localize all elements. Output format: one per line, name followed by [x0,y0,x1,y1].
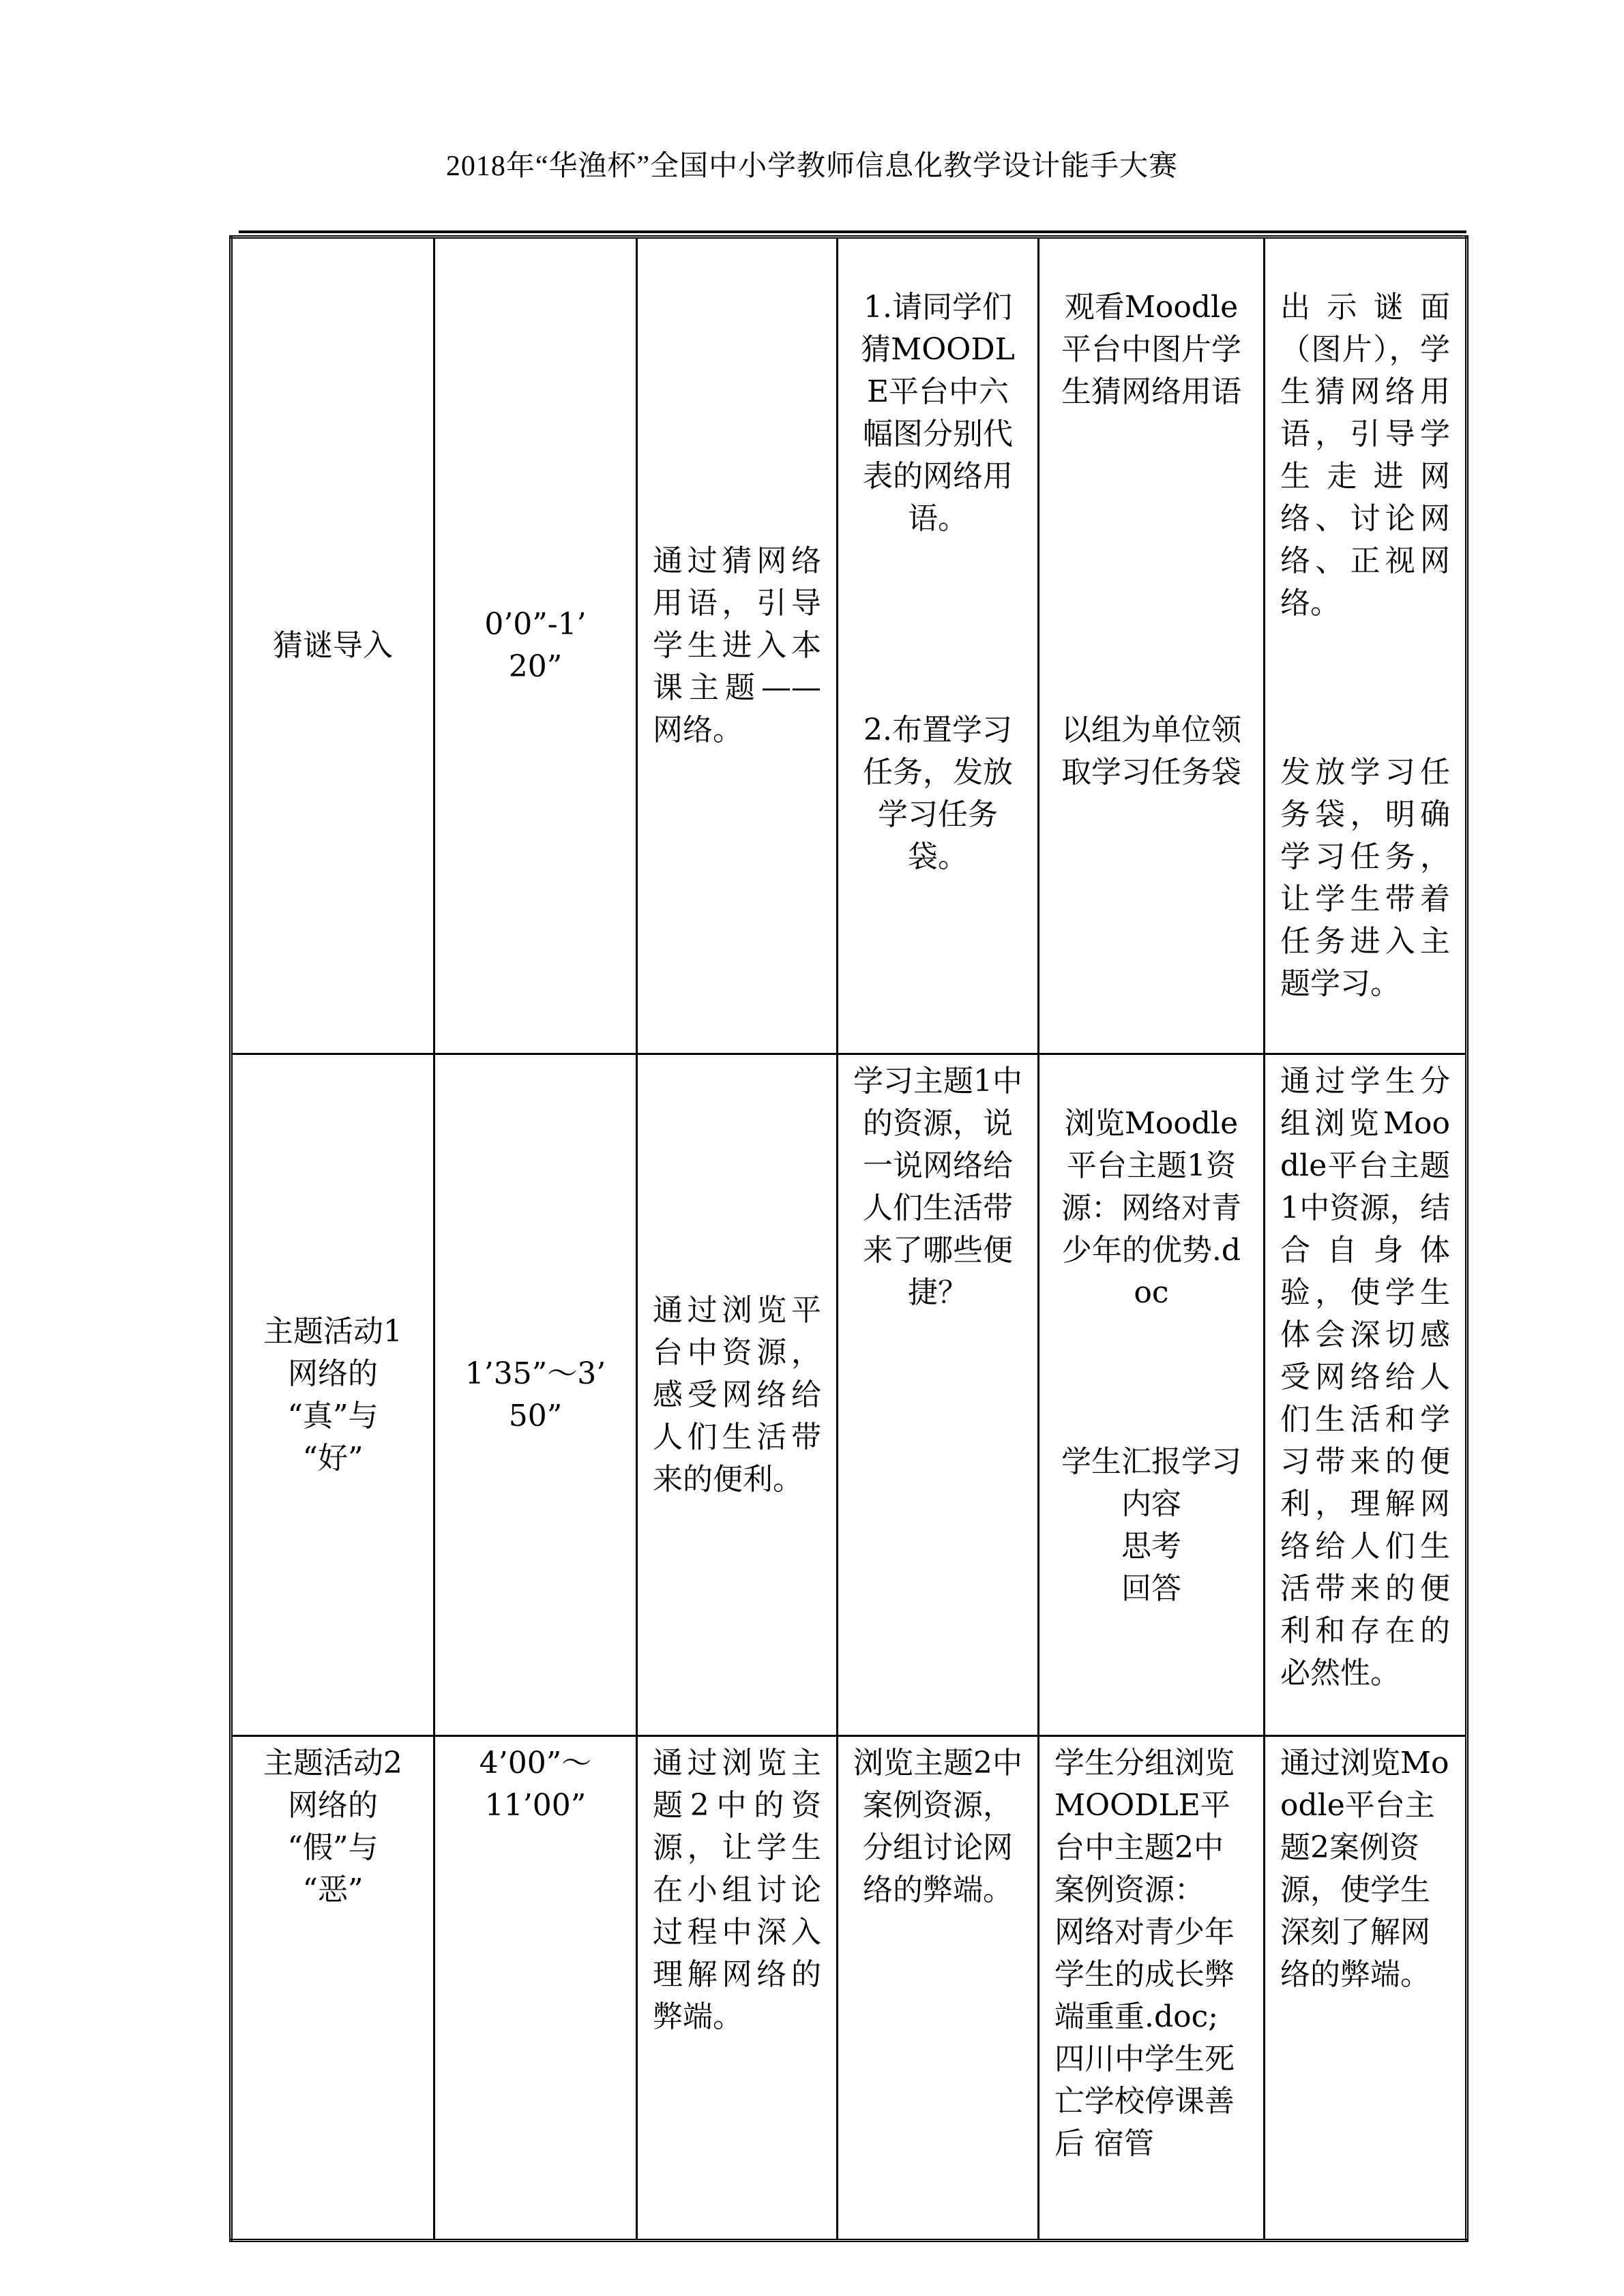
teacher-activity-part-2: 2.布置学习任务，发放学习任务袋。 [863,713,1013,874]
goal-cell: 通过猜网络用语，引导学生进入本课主题——网络。 [637,237,838,1054]
teacher-activity-cell: 学习主题1中的资源，说一说网络给人们生活带来了哪些便捷？ [838,1054,1039,1736]
student-activity-part-1: 浏览Moodle平台主题1资源：网络对青少年的优势.doc [1061,1106,1241,1310]
goal-cell: 通过浏览平台中资源，感受网络给人们生活带来的便利。 [637,1054,838,1736]
student-activity-part-1: 观看Moodle平台中图片学生猜网络用语 [1061,290,1241,409]
stage-cell: 猜谜导入 [231,237,434,1054]
header-divider [239,230,1466,233]
student-activity-cell [1039,1054,1265,1736]
stage-cell: 主题活动2 网络的 “假”与 “恶” [231,1736,434,2241]
teacher-activity-cell: 浏览主题2中案例资源，分组讨论网络的弊端。 [838,1736,1039,2241]
table-row [231,1736,1467,2241]
stage-cell: 主题活动1 网络的 “真”与 “好” [231,1054,434,1736]
design-intent-cell: 通过浏览Moodle平台主题2案例资源，使学生深刻了解网络的弊端。 [1265,1736,1467,2241]
student-activity-part-2: 以组为单位领取学习任务袋 [1061,713,1241,790]
spacer [853,582,1022,667]
student-activity-cell: 学生分组浏览MOODLE平台中主题2中案例资源： 网络对青少年学生的成长弊端重重.doc; 四川中学生死亡学校停课善后 宿管 [1039,1736,1265,2241]
time-cell: 0’0”-1’ 20” [434,237,637,1054]
design-intent-part-1: 出示谜面（图片），学生猜网络用语，引导学生走进网络、讨论网络、正视网络。 [1280,290,1450,621]
lesson-plan-table [229,235,1468,2242]
spacer [1054,456,1248,667]
design-intent-cell: 通过学生分组浏览Moodle平台主题1中资源，结合自身体验，使学生体会深切感受网络给人们生活和学习带来的便利，理解网络给人们生活带来的便利和存在的必然性。 [1265,1054,1467,1736]
page-title: 2018年“华渔杯”全国中小学教师信息化教学设计能手大赛 [445,151,1179,182]
spacer [1280,667,1450,709]
goal-cell: 通过浏览主题2中的资源，让学生在小组讨论过程中深入理解网络的弊端。 [637,1736,838,2241]
student-activity-cell [1039,237,1265,1054]
teacher-activity-cell [838,237,1039,1054]
design-intent-cell [1265,237,1467,1054]
table-row [231,237,1467,1054]
teacher-activity-part-1: 1.请同学们猜MOODLE平台中六幅图分别代表的网络用语。 [861,290,1015,536]
design-intent-part-2: 发放学习任务袋，明确学习任务，让学生带着任务进入主题学习。 [1280,755,1450,1001]
time-cell: 4’00”～ 11’00” [434,1736,637,2241]
spacer [1054,1356,1248,1399]
student-activity-part-2: 学生汇报学习内容 思考 回答 [1061,1444,1241,1606]
time-cell: 1’35”～3’ 50” [434,1054,637,1736]
table-row [231,1054,1467,1736]
